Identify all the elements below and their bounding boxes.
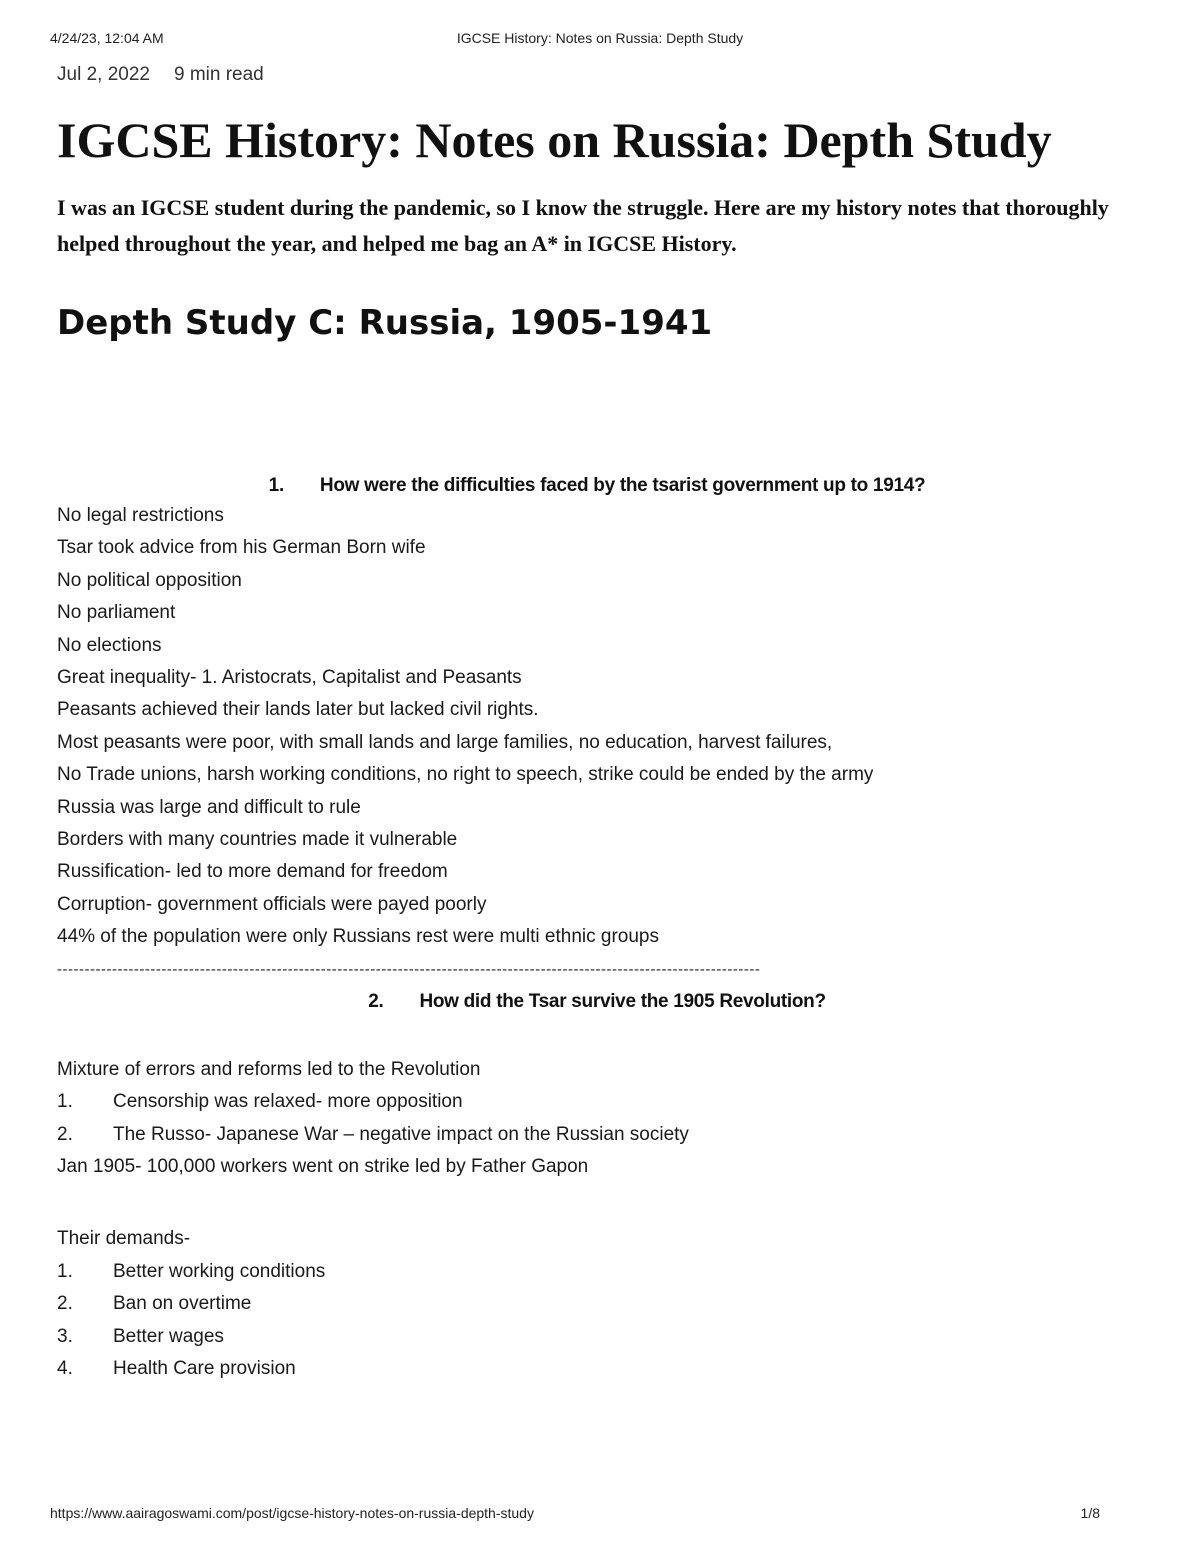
spacer bbox=[57, 1183, 1137, 1223]
print-footer bbox=[50, 1505, 1150, 1525]
question-1-text: How were the difficulties faced by the tsarist government up to 1914? bbox=[319, 475, 926, 496]
list-item: 4. Health Care provision bbox=[57, 1357, 296, 1379]
list-item: 2. Ban on overtime bbox=[57, 1293, 252, 1315]
print-doc-title: IGCSE History: Notes on Russia: Depth Study bbox=[456, 30, 744, 46]
post-date: Jul 2, 2022 bbox=[57, 64, 150, 85]
post-title: IGCSE History: Notes on Russia: Depth Study bbox=[57, 112, 1052, 168]
question-1-number: 1. bbox=[268, 475, 284, 496]
question-1-notes bbox=[57, 500, 1137, 954]
question-2-text: How did the Tsar survive the 1905 Revolution? bbox=[419, 990, 826, 1012]
page-url[interactable]: https://www.aairagoswami.com/post/igcse-history-notes-on-russia-depth-study bbox=[50, 1505, 534, 1521]
article bbox=[57, 62, 1137, 1385]
list-item: 1. Better working conditions bbox=[57, 1260, 326, 1282]
dashed-divider: -------------------------------------------------------------------------------------------------------------------------------- bbox=[57, 960, 761, 978]
note-line: No Trade unions, harsh working conditions, no right to speech, strike could be ended by the army bbox=[57, 764, 874, 786]
print-timestamp: 4/24/23, 12:04 AM bbox=[50, 30, 164, 46]
print-header bbox=[50, 30, 1150, 50]
note-line: Peasants achieved their lands later but lacked civil rights. bbox=[57, 699, 539, 721]
note-line: Russia was large and difficult to rule bbox=[57, 796, 361, 818]
demands-label: Their demands- bbox=[57, 1228, 191, 1250]
section-title: Depth Study C: Russia, 1905-1941 bbox=[57, 303, 713, 343]
question-1-heading bbox=[57, 472, 1137, 500]
note-line: No political opposition bbox=[57, 569, 242, 591]
note-line: No elections bbox=[57, 634, 162, 656]
note-line: Tsar took advice from his German Born wife bbox=[57, 537, 426, 559]
question-2-intro: Mixture of errors and reforms led to the Revolution bbox=[57, 1058, 481, 1080]
note-line: Great inequality- 1. Aristocrats, Capitalist and Peasants bbox=[57, 667, 522, 689]
list-item: 2. The Russo- Japanese War – negative impact on the Russian society bbox=[57, 1123, 689, 1145]
post-meta bbox=[57, 62, 1137, 92]
note-line: Russification- led to more demand for freedom bbox=[57, 861, 448, 883]
list-item: 1. Censorship was relaxed- more opposition bbox=[57, 1091, 463, 1113]
note-line: Borders with many countries made it vulnerable bbox=[57, 829, 458, 851]
note-line: No parliament bbox=[57, 602, 176, 624]
read-time: 9 min read bbox=[173, 64, 264, 85]
note-line: 44% of the population were only Russians rest were multi ethnic groups bbox=[57, 926, 659, 948]
note-line: Corruption- government officials were payed poorly bbox=[57, 893, 487, 915]
question-2-number: 2. bbox=[368, 990, 384, 1012]
question-2-heading bbox=[57, 988, 1137, 1016]
post-lede: I was an IGCSE student during the pandemic, so I know the struggle. Here are my history notes that thoroughly helped throughout the year, and helped me bag an A* in IGCSE History. bbox=[57, 195, 1109, 256]
note-line: No legal restrictions bbox=[57, 505, 224, 526]
page-number: 1/8 bbox=[1080, 1505, 1100, 1521]
list-item: 3. Better wages bbox=[57, 1325, 224, 1347]
strike-line: Jan 1905- 100,000 workers went on strike led by Father Gapon bbox=[57, 1155, 589, 1177]
note-line: Most peasants were poor, with small lands and large families, no education, harvest failures, bbox=[57, 731, 833, 753]
